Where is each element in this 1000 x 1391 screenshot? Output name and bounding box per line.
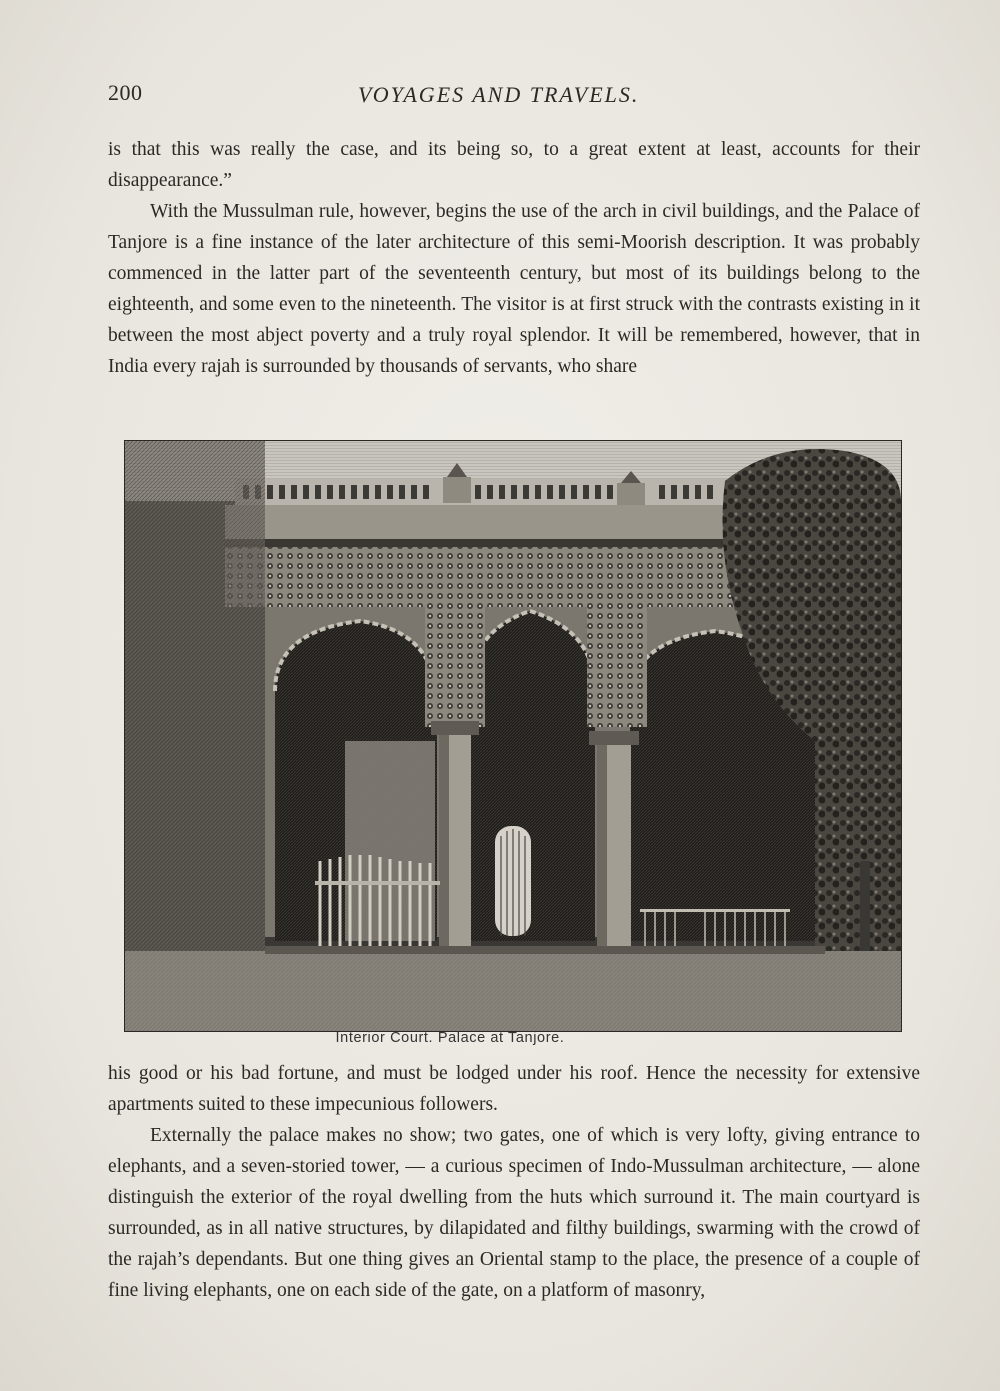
running-title: VOYAGES AND TRAVELS.	[358, 82, 640, 107]
figure-caption: Interior Court. Palace at Tanjore.	[335, 1030, 565, 1046]
paragraph-fortune: his good or his bad fortune, and must be lodged under his roof. Hence the necessity for extensive apartments suited to these impecunious followers.	[108, 1063, 920, 1115]
paragraph-continued: is that this was really the case, and its being so, to a great extent at least, accounts for their disappearance.”	[108, 139, 920, 191]
engraving-interior-court	[124, 440, 902, 1032]
page-number: 200	[108, 80, 143, 105]
body-text-top	[108, 134, 920, 382]
body-text-bottom	[108, 1058, 920, 1306]
paragraph-mussulman-rule: With the Mussulman rule, however, begins the use of the arch in civil buildings, and the Palace of Tanjore is a fine instance of the later architecture of this semi-Moorish description. It was probably commenced in the latter part of the seventeenth century, but most of its buildings belong to the eighteenth, and some even to the nineteenth. The visitor is at first struck with the contrasts existing in it between the most abject poverty and a truly royal splendor. It will be remembered, however, that in India every rajah is surrounded by thousands of servants, who share	[108, 201, 920, 377]
page-header	[108, 80, 920, 114]
paragraph-externally: Externally the palace makes no show; two gates, one of which is very lofty, giving entrance to elephants, and a seven-storied tower, — a curious specimen of Indo-Mussulman architecture, — alone distinguish the exterior of the royal dwelling from the huts which surround it. The main courtyard is surrounded, as in all native structures, by dilapidated and filthy buildings, swarming with the crowd of the rajah’s dependants. But one thing gives an Oriental stamp to the place, the presence of a couple of fine living elephants, one on each side of the gate, on a platform of masonry,	[108, 1125, 920, 1301]
engraving-illustration	[125, 441, 901, 1031]
